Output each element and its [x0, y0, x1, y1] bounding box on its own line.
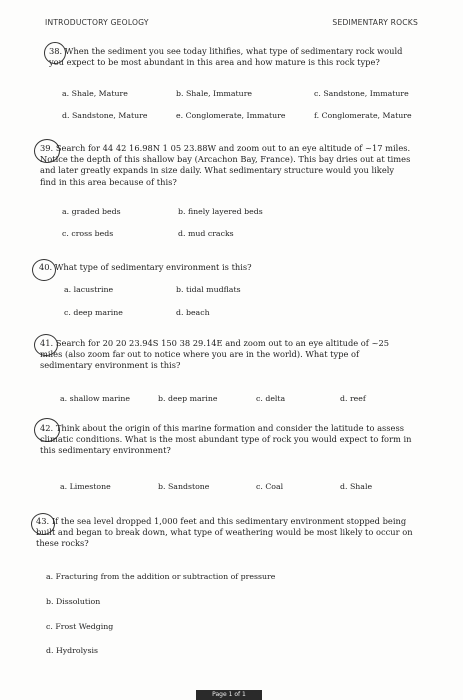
option-a: a. lacustrine	[64, 285, 114, 294]
question-number: 40.	[39, 262, 53, 272]
option-d: d. Sandstone, Mature	[62, 111, 148, 120]
question-text: Search for 44 42 16.98N 1 05 23.88W and zoom out to an eye altitude of ~17 miles. Notice the depth of this shallow bay (Arcachon Bay, France). This bay dries out at times and later greatly expands in size daily. What sedimentary structure would you likely find in this area because of this?	[40, 143, 411, 187]
option-c: c. deep marine	[64, 308, 123, 317]
option-b: b. finely layered beds	[178, 207, 263, 216]
course-title: INTRODUCTORY GEOLOGY	[45, 18, 149, 27]
option-c: c. delta	[256, 394, 286, 403]
option-b: b. Dissolution	[46, 597, 101, 606]
page-footer: Page 1 of 1	[196, 690, 262, 700]
question-number: 43.	[36, 516, 50, 526]
option-a: a. Limestone	[60, 482, 111, 491]
question-number: 39.	[40, 143, 54, 153]
option-f: f. Conglomerate, Mature	[314, 111, 412, 120]
option-a: a. graded beds	[62, 207, 121, 216]
option-c: c. Coal	[256, 482, 284, 491]
section-title: SEDIMENTARY ROCKS	[332, 18, 418, 27]
question-text: Search for 20 20 23.94S 150 38 29.14E and zoom out to an eye altitude of ~25 miles (also zoom far out to notice where you are in the world). What type of sedimentary environment is this?	[40, 338, 390, 371]
question-text: What type of sedimentary environment is this?	[54, 262, 252, 272]
option-a: a. Shale, Mature	[62, 89, 128, 98]
option-b: b. tidal mudflats	[176, 285, 241, 294]
question-text: Think about the origin of this marine formation and consider the latitude to assess climatic conditions. What is the most abundant type of rock you would expect to form in this sedimentary environment?	[40, 423, 412, 456]
question-38	[49, 46, 409, 68]
option-d: d. Shale	[340, 482, 373, 491]
option-e: e. Conglomerate, Immature	[176, 111, 286, 120]
question-43	[36, 516, 416, 550]
question-number: 42.	[40, 423, 54, 433]
option-b: b. Shale, Immature	[176, 89, 253, 98]
option-c: c. Frost Wedging	[46, 622, 114, 631]
option-c: c. cross beds	[62, 229, 114, 238]
option-d: d. Hydrolysis	[46, 646, 98, 655]
option-d: d. beach	[176, 308, 210, 317]
option-d: d. mud cracks	[178, 229, 234, 238]
question-41	[40, 338, 412, 372]
option-d: d. reef	[340, 394, 366, 403]
question-text: If the sea level dropped 1,000 feet and this sedimentary environment stopped being built and began to break down, what type of weathering would be most likely to occur on these rocks?	[36, 516, 413, 549]
question-39	[40, 143, 412, 188]
question-number: 41.	[40, 338, 54, 348]
question-40	[39, 262, 394, 273]
option-b: b. deep marine	[158, 394, 218, 403]
question-number: 38.	[49, 46, 63, 56]
question-text: When the sediment you see today lithifies, what type of sedimentary rock would you expect to be most abundant in this area and how mature is this rock type?	[49, 46, 403, 68]
option-a: a. Fracturing from the addition or subtraction of pressure	[46, 572, 276, 581]
option-a: a. shallow marine	[60, 394, 131, 403]
question-42	[40, 423, 412, 457]
option-b: b. Sandstone	[158, 482, 210, 491]
option-c: c. Sandstone, Immature	[314, 89, 409, 98]
